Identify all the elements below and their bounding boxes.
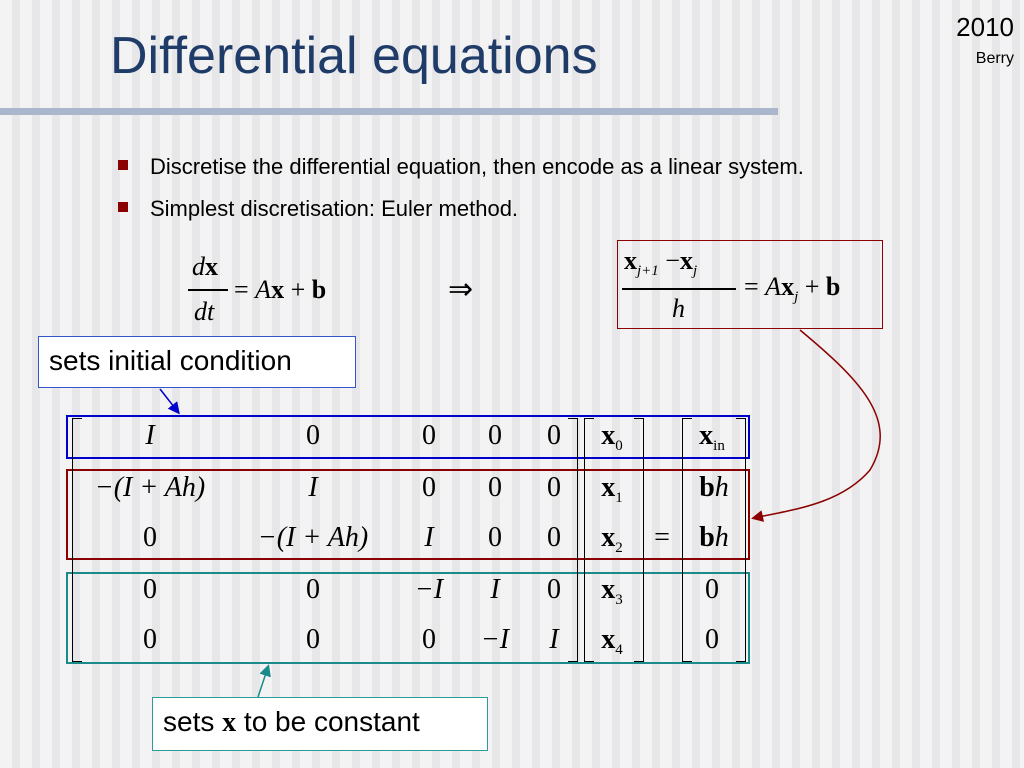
rhs-vector-entry: 0	[705, 624, 719, 655]
matrix-cell: −I	[480, 624, 510, 655]
matrix-cell: 0	[306, 420, 320, 451]
x-vector-entry: $x_2$	[601, 522, 623, 556]
matrix-cell: 0	[422, 472, 436, 503]
matrix-cell: 0	[547, 574, 561, 605]
matrix-cell: 0	[143, 574, 157, 605]
matrix-cell: 0	[422, 420, 436, 451]
matrix-cell: −(I + Ah)	[257, 522, 369, 553]
slide-author: Berry	[975, 50, 1014, 67]
rhs-vector-entry: bh	[699, 472, 729, 503]
matrix-cell: −(I + Ah)	[94, 472, 206, 503]
constant-text-var: x	[222, 707, 237, 738]
ode-numerator: dx	[192, 252, 218, 281]
constant-arrow	[258, 667, 268, 697]
matrix-cell: 0	[306, 574, 320, 605]
rhs-vector-entry: bh	[699, 522, 729, 553]
euler-rhs: = $Ax_j + b$	[744, 272, 841, 305]
x-vector-entry: $x_0$	[601, 420, 623, 454]
constant-text-suffix: to be constant	[236, 706, 420, 737]
matrix-cell: I	[145, 420, 155, 451]
ode-rhs: = Ax + b	[234, 275, 327, 304]
rhs-vector-entry: $x_{in}$	[699, 420, 725, 454]
matrix-cell: I	[490, 574, 500, 605]
bullet-text: Discretise the differential equation, then encode as a linear system.	[150, 154, 804, 179]
slide-year: 2010	[956, 12, 1014, 42]
x-vector-entry: $x_1$	[601, 472, 623, 506]
matrix-cell: 0	[422, 624, 436, 655]
rhs-vector-entry: 0	[705, 574, 719, 605]
matrix-cell: 0	[547, 420, 561, 451]
bullet-text: Simplest discretisation: Euler method.	[150, 196, 519, 221]
matrix-cell: −I	[414, 574, 444, 605]
matrix-cell: 0	[488, 522, 502, 553]
constant-text-prefix: sets	[163, 706, 223, 737]
initial-condition-arrow	[160, 389, 178, 412]
euler-rows-arrow	[754, 330, 880, 518]
matrix-cell: 0	[488, 472, 502, 503]
matrix-cell: I	[549, 624, 559, 655]
ode-denominator: dt	[194, 297, 215, 326]
matrix-cell: 0	[143, 522, 157, 553]
x-vector-entry: $x_4$	[601, 624, 623, 658]
matrix-cell: 0	[547, 522, 561, 553]
matrix-cell: 0	[488, 420, 502, 451]
initial-condition-text: sets initial condition	[49, 345, 292, 376]
matrix-cell: 0	[143, 624, 157, 655]
x-vector-entry: $x_3$	[601, 574, 623, 608]
matrix-cell: I	[424, 522, 434, 553]
slide-title: Differential equations	[110, 27, 598, 85]
euler-denominator: h	[672, 294, 685, 323]
matrix-cell: I	[308, 472, 318, 503]
matrix-cell: 0	[306, 624, 320, 655]
equals-sign: =	[654, 522, 670, 553]
euler-numerator: $x_{j+1} -x_j$	[624, 246, 698, 279]
implies-arrow: ⇒	[448, 273, 474, 306]
matrix-cell: 0	[547, 472, 561, 503]
